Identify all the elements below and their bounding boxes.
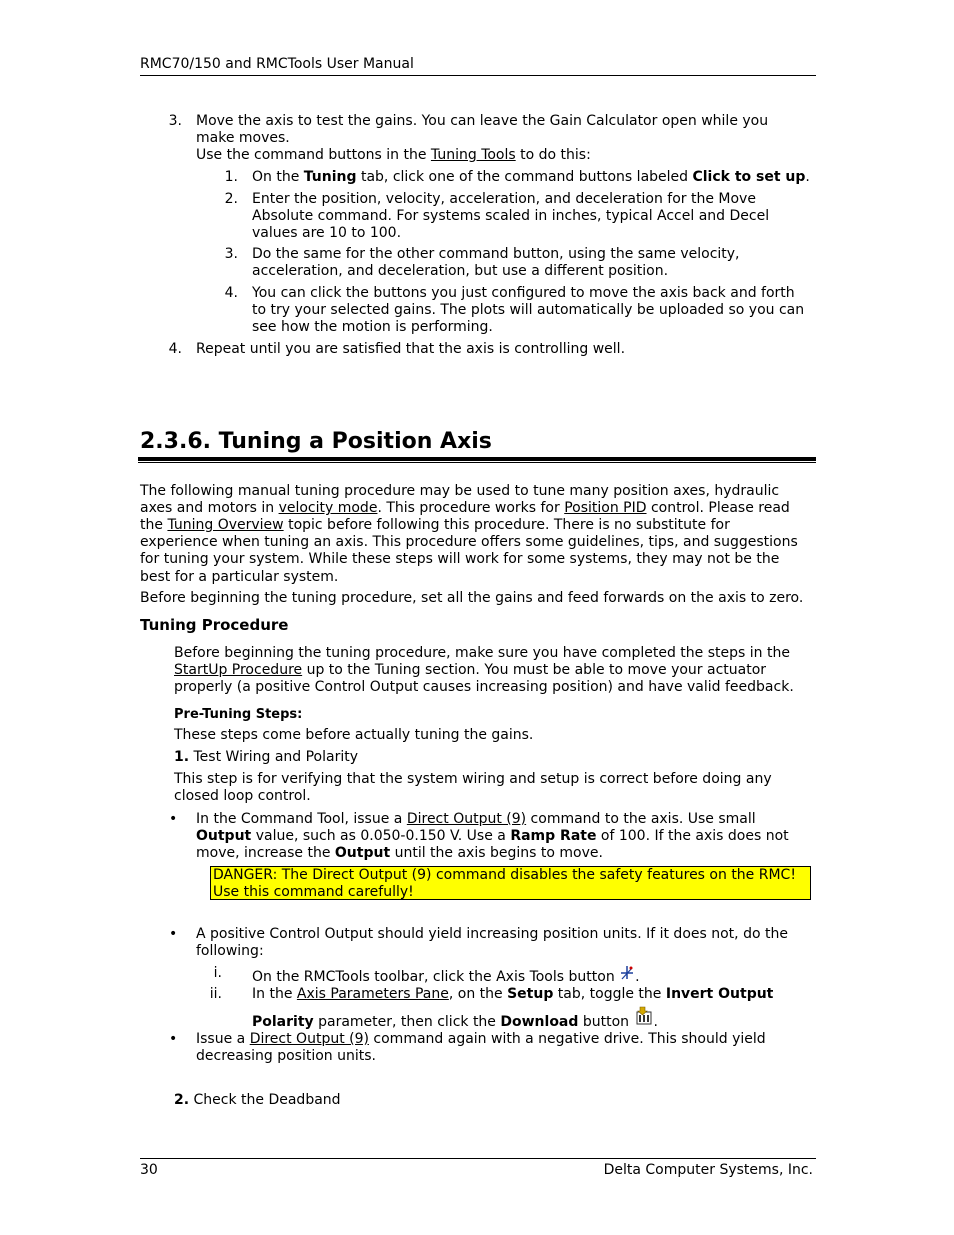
step-1-line-2: closed loop control. [174, 788, 311, 804]
text-bold: Output [196, 828, 252, 844]
step-4-number: 4. [168, 341, 182, 357]
substep-2-line-2: Absolute command. For systems scaled in inches, typical Accel and Decel [252, 208, 770, 224]
text: the [140, 517, 168, 533]
step-3-line-2: make moves. [196, 130, 290, 146]
tuning-tools-link[interactable]: Tuning Tools [430, 147, 516, 163]
roman-i-text [252, 965, 640, 986]
text: up to the Tuning section. You must be able to move your actuator [302, 662, 767, 678]
intro-line-5: for tuning your system. While these steps will work for some systems, they may not be the [140, 551, 780, 567]
step-2-number: 2. [174, 1092, 190, 1108]
download-icon[interactable] [634, 1006, 654, 1031]
substep-1-text [252, 169, 810, 186]
text: Test Wiring and Polarity [189, 749, 358, 765]
procedure-line-2 [174, 662, 766, 679]
substep-3-line-1: Do the same for the other command button, using the same velocity, [252, 246, 740, 262]
step-1-number: 1. [174, 749, 190, 765]
intro-line-3 [140, 517, 730, 534]
step-1-line-1: This step is for verifying that the system wiring and setup is correct before doing any [174, 771, 772, 787]
substep-2-line-3: values are 10 to 100. [252, 225, 402, 241]
roman-ii-number: ii. [209, 986, 222, 1002]
roman-i-number: i. [213, 965, 222, 981]
axis-tools-icon[interactable] [619, 965, 635, 986]
text: tab, click one of the command buttons labeled [356, 169, 693, 185]
substep-3-number: 3. [224, 246, 238, 262]
intro-line-4: experience when tuning an axis. This procedure offers some guidelines, tips, and suggestions [140, 534, 798, 550]
text-bold: Ramp Rate [510, 828, 597, 844]
text: of 100. If the axis does not [596, 828, 789, 844]
text: On the [252, 169, 304, 185]
substep-4-line-3: see how the motion is performing. [252, 319, 493, 335]
text: . This procedure works for [377, 500, 565, 516]
step-3-number: 3. [168, 113, 182, 129]
text: axes and motors in [140, 500, 279, 516]
bullet-icon: • [169, 926, 178, 942]
text: . [653, 1014, 658, 1030]
bullet-1-line-1 [196, 811, 756, 828]
intro-line-1: The following manual tuning procedure may be used to tune many position axes, hydraulic [140, 483, 780, 499]
direct-output-link[interactable]: Direct Output (9) [406, 811, 527, 827]
text: . [635, 969, 640, 985]
running-header: RMC70/150 and RMCTools User Manual [140, 56, 414, 72]
roman-ii-line-2 [252, 1006, 658, 1031]
bullet-3-line-1 [196, 1031, 766, 1048]
text: to do this: [515, 147, 591, 163]
section-rule-thick [138, 457, 816, 461]
text: tab, toggle the [553, 986, 666, 1002]
text: value, such as 0.050-0.150 V. Use a [251, 828, 511, 844]
text-bold: Click to set up [692, 169, 806, 185]
text: In the [252, 986, 297, 1002]
text: . [805, 169, 810, 185]
text-bold: Download [500, 1014, 579, 1030]
substep-4-line-1: You can click the buttons you just configured to move the axis back and forth [252, 285, 795, 301]
text: Check the Deadband [189, 1092, 341, 1108]
procedure-line-3: properly (a positive Control Output causes increasing position) and have valid feedback. [174, 679, 794, 695]
text: In the Command Tool, issue a [196, 811, 407, 827]
velocity-mode-link[interactable]: velocity mode [278, 500, 378, 516]
axis-parameters-pane-link[interactable]: Axis Parameters Pane [296, 986, 449, 1002]
text-bold: Invert Output [665, 986, 774, 1002]
procedure-heading: Tuning Procedure [140, 616, 289, 634]
intro-line-2 [140, 500, 790, 517]
text: control. Please read [646, 500, 790, 516]
procedure-line-1: Before beginning the tuning procedure, make sure you have completed the steps in the [174, 645, 790, 661]
bullet-icon: • [169, 1031, 178, 1047]
text-bold: Output [334, 845, 391, 861]
position-pid-link[interactable]: Position PID [564, 500, 647, 516]
text-bold: Setup [507, 986, 554, 1002]
bullet-2-line-1: A positive Control Output should yield increasing position units. If it does not, do the [196, 926, 788, 942]
substep-3-line-2: acceleration, and deceleration, but use a different position. [252, 263, 669, 279]
intro-paragraph-2: Before beginning the tuning procedure, set all the gains and feed forwards on the axis to zero. [140, 590, 804, 606]
text: command again with a negative drive. This should yield [368, 1031, 766, 1047]
text: move, increase the [196, 845, 335, 861]
bullet-2-line-2: following: [196, 943, 264, 959]
bullet-1-line-3 [196, 845, 603, 862]
step-4-text: Repeat until you are satisfied that the axis is controlling well. [196, 341, 626, 357]
substep-2-number: 2. [224, 191, 238, 207]
text-bold: Tuning [303, 169, 357, 185]
section-rule-thin [138, 462, 816, 463]
substep-2-line-1: Enter the position, velocity, acceleration, and deceleration for the Move [252, 191, 756, 207]
text: topic before following this procedure. There is no substitute for [283, 517, 730, 533]
startup-procedure-link[interactable]: StartUp Procedure [174, 662, 303, 678]
page-number: 30 [140, 1162, 158, 1178]
bullet-1-line-2 [196, 828, 789, 845]
danger-line-2: Use this command carefully! [213, 884, 414, 900]
direct-output-link[interactable]: Direct Output (9) [249, 1031, 369, 1047]
footer-company: Delta Computer Systems, Inc. [603, 1162, 813, 1178]
text: command to the axis. Use small [526, 811, 756, 827]
text: parameter, then click the [313, 1014, 501, 1030]
tuning-overview-link[interactable]: Tuning Overview [167, 517, 284, 533]
text: Issue a [196, 1031, 250, 1047]
step-3-line-3 [196, 147, 591, 164]
text: On the RMCTools toolbar, click the Axis Tools button [252, 969, 615, 985]
text: , on the [448, 986, 508, 1002]
substep-4-line-2: to try your selected gains. The plots will automatically be uploaded so you can [252, 302, 805, 318]
text: until the axis begins to move. [390, 845, 603, 861]
danger-line-1: DANGER: The Direct Output (9) command disables the safety features on the RMC! [213, 867, 796, 883]
danger-callout [210, 866, 811, 900]
intro-line-6: best for a particular system. [140, 569, 339, 585]
footer-rule [140, 1158, 816, 1159]
step-1-title [174, 749, 358, 766]
text: button [578, 1014, 630, 1030]
substep-1-number: 1. [224, 169, 238, 185]
bullet-3-line-2: decreasing position units. [196, 1048, 377, 1064]
substep-4-number: 4. [224, 285, 238, 301]
step-2-title [174, 1092, 341, 1109]
text: Use the command buttons in the [196, 147, 431, 163]
step-3-line-1: Move the axis to test the gains. You can leave the Gain Calculator open while you [196, 113, 769, 129]
pre-tuning-heading: Pre-Tuning Steps: [174, 707, 303, 722]
section-title: 2.3.6. Tuning a Position Axis [140, 429, 492, 454]
text-bold: Polarity [252, 1014, 314, 1030]
pre-tuning-text: These steps come before actually tuning the gains. [174, 727, 534, 743]
bullet-icon: • [169, 811, 178, 827]
header-rule [140, 75, 816, 76]
roman-ii-line-1 [252, 986, 773, 1003]
